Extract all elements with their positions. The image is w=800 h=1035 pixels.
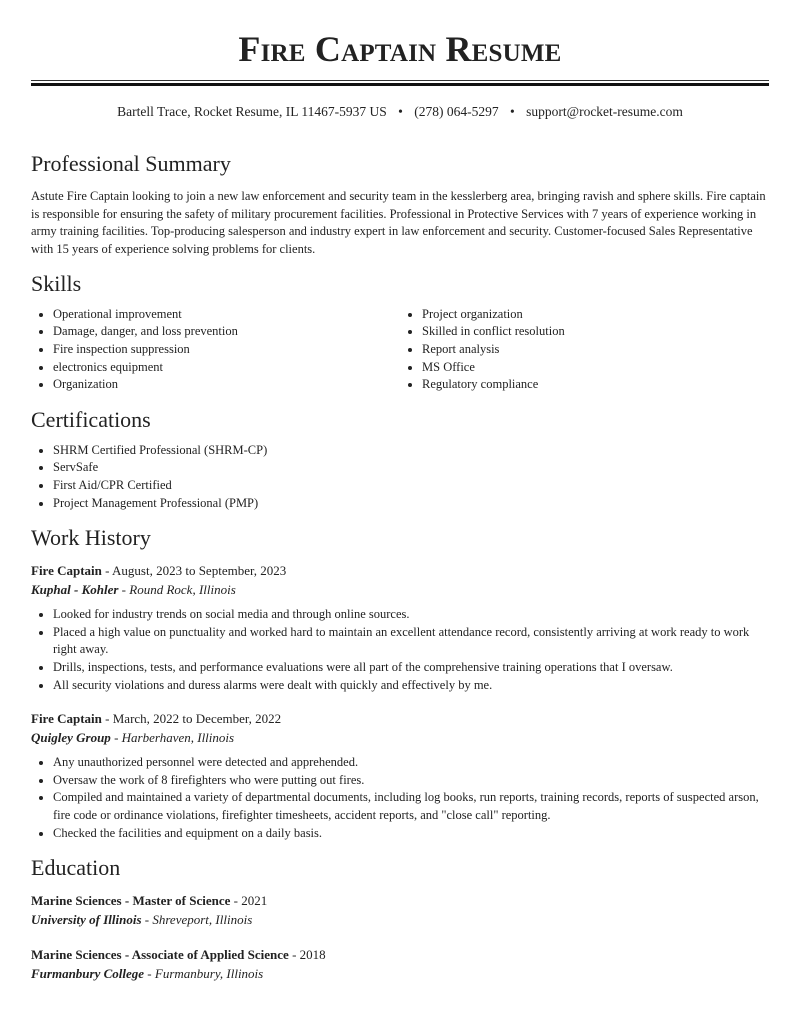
job-duty: • Checked the facilities and equipment on a daily basis.	[53, 825, 769, 843]
school-location: Furmanbury, Illinois	[154, 966, 264, 982]
job-duties-list	[31, 606, 769, 694]
job-company-line	[31, 728, 769, 747]
dash: -	[144, 966, 155, 982]
dash: -	[288, 947, 300, 963]
certification-item: • Project Management Professional (PMP)	[53, 495, 769, 513]
education-entry	[31, 891, 769, 929]
job-duties-list	[31, 754, 769, 842]
skill-item: • Fire inspection suppression	[53, 341, 400, 359]
contact-phone: (278) 064-5297	[414, 104, 499, 119]
skill-item: • Project organization	[422, 306, 769, 324]
certification-item: • ServSafe	[53, 459, 769, 477]
graduation-year: 2021	[241, 893, 268, 909]
skill-item: • Operational improvement	[53, 306, 400, 324]
section-professional-summary	[31, 150, 769, 259]
job-duty: • Looked for industry trends on social media and through online sources.	[53, 606, 769, 624]
certifications-list	[31, 442, 769, 512]
job-company: Quigley Group	[31, 730, 111, 746]
rule-thin-line	[31, 80, 769, 81]
job-duty: • Compiled and maintained a variety of departmental documents, including log books, run reports, training records, reports of suspected arson, fire code or ordinance violations, firefighter timesheets, accident reports, and "close call" reporting.	[53, 789, 769, 824]
job-dates: August, 2023 to September, 2023	[112, 563, 287, 579]
skills-list-right	[400, 306, 769, 394]
bullet-separator-icon: •	[398, 104, 403, 119]
contact-line	[31, 102, 769, 122]
job-location: Harberhaven, Illinois	[121, 730, 235, 746]
section-certifications	[31, 406, 769, 512]
job-duty: • Placed a high value on punctuality and worked hard to maintain an excellent attendance record, consistently arriving at work ready to work right away.	[53, 624, 769, 659]
resume-title: Fire Captain Resume	[238, 29, 562, 69]
section-heading: Certifications	[31, 406, 151, 432]
job-entry	[31, 561, 769, 694]
job-title: Fire Captain	[31, 563, 102, 579]
job-title: Fire Captain	[31, 711, 102, 727]
dash: -	[101, 563, 113, 579]
dash: -	[118, 582, 130, 598]
skill-item: • Skilled in conflict resolution	[422, 323, 769, 341]
section-heading: Professional Summary	[31, 151, 231, 176]
skill-item: • Regulatory compliance	[422, 376, 769, 394]
degree: Marine Sciences - Associate of Applied Science	[31, 947, 289, 963]
degree: Marine Sciences - Master of Science	[31, 893, 231, 909]
skill-item: • Report analysis	[422, 341, 769, 359]
certification-item: • SHRM Certified Professional (SHRM-CP)	[53, 442, 769, 460]
school-name: University of Illinois	[31, 912, 142, 928]
dash: -	[110, 730, 122, 746]
skill-item: • Organization	[53, 376, 400, 394]
job-title-line	[31, 709, 769, 728]
skills-grid	[31, 306, 769, 394]
rule-thick-line	[31, 83, 769, 86]
graduation-year: 2018	[299, 947, 326, 963]
job-title-line	[31, 561, 769, 580]
contact-address: Bartell Trace, Rocket Resume, IL 11467-5937 US	[117, 104, 387, 119]
skills-list-left	[31, 306, 400, 394]
job-company-line	[31, 580, 769, 599]
school-location: Shreveport, Illinois	[152, 912, 253, 928]
skill-item: • MS Office	[422, 359, 769, 377]
job-duty: • Oversaw the work of 8 firefighters who were putting out fires.	[53, 772, 769, 790]
certification-item: • First Aid/CPR Certified	[53, 477, 769, 495]
education-entry	[31, 945, 769, 983]
school-line	[31, 910, 769, 929]
job-location: Round Rock, Illinois	[129, 582, 236, 598]
section-heading: Skills	[31, 270, 82, 296]
skill-item: • electronics equipment	[53, 359, 400, 377]
dash: -	[101, 711, 113, 727]
contact-email[interactable]: support@rocket-resume.com	[526, 104, 683, 119]
school-name: Furmanbury College	[31, 966, 145, 982]
section-work-history	[31, 524, 769, 842]
job-duty: • Any unauthorized personnel were detected and apprehended.	[53, 754, 769, 772]
section-heading: Work History	[31, 525, 151, 551]
job-dates: March, 2022 to December, 2022	[112, 711, 282, 727]
degree-line	[31, 891, 769, 910]
bullet-separator-icon: •	[510, 104, 515, 119]
section-skills	[31, 270, 769, 394]
section-heading: Education	[31, 855, 121, 881]
school-line	[31, 964, 769, 983]
summary-text: Astute Fire Captain looking to join a new law enforcement and security team in the kesslerberg area, bringing ravish and sphere skills. Fire captain is responsible for ensuring the safety of military procurement facilities. Professional in Protective Services with 7 years of experience working in army training facilities. Top-producing salesperson and industry expert in law enforcement and security. Customer-focused Sales Representative with 15 years of experience solving problems for clients.	[31, 189, 766, 257]
job-duty: • Drills, inspections, tests, and performance evaluations were all part of the comprehensive training operations that I oversaw.	[53, 659, 769, 677]
job-company: Kuphal - Kohler	[31, 582, 119, 598]
title-double-rule	[31, 80, 769, 86]
degree-line	[31, 945, 769, 964]
job-duty: • All security violations and duress alarms were dealt with quickly and effectively by me.	[53, 677, 769, 695]
skill-item: • Damage, danger, and loss prevention	[53, 323, 400, 341]
job-entry	[31, 709, 769, 842]
section-education	[31, 854, 769, 983]
dash: -	[230, 893, 242, 909]
dash: -	[141, 912, 153, 928]
